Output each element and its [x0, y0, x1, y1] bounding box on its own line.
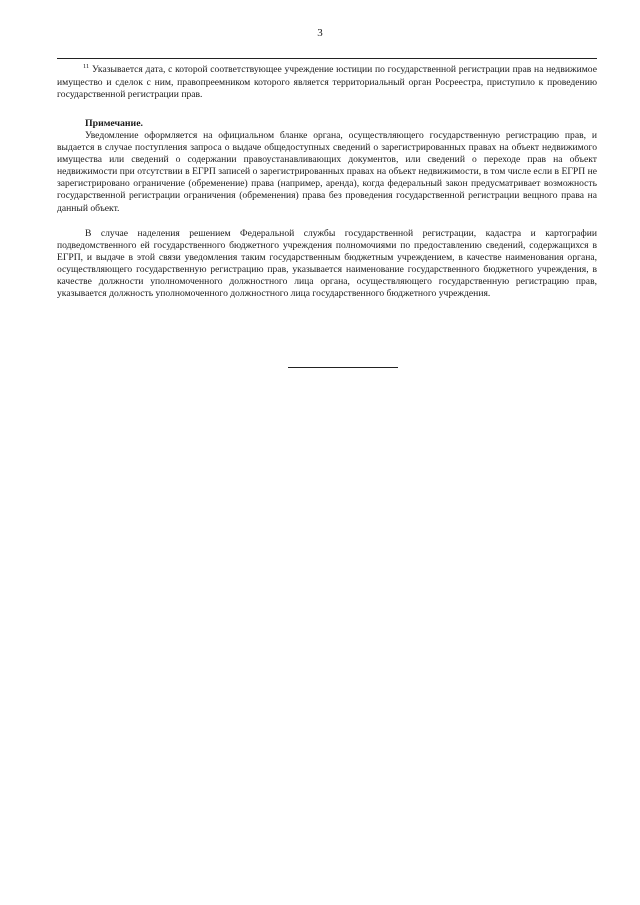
footnote-separator-line — [57, 58, 597, 59]
footnote — [57, 64, 597, 102]
note-paragraph: В случае наделения решением Федеральной службы государственной регистрации, кадастра и картографии подведомственного ей государственного бюджетного учреждения полномочиями по предоставлению сведений, содержащихся в ЕГРП, и выдаче в этой связи уведомления таким государственным бюджетным учреждением, в качестве наименования органа, осуществляющего государственную регистрацию прав, указывается наименование государственного бюджетного учреждения, в качестве должности уполномоченного должностного лица органа, осуществляющего государственную регистрацию прав, указывается должность уполномоченного должностного лица государственного бюджетного учреждения. — [57, 228, 597, 300]
end-separator-line — [288, 367, 398, 368]
footnote-text: Указывается дата, с которой соответствующее учреждение юстиции по государственной регистрации прав на недвижимое имущество и сделок с ним, правопреемником которого является территориальный орган Росреестра, приступило к проведению государственной регистрации прав. — [57, 64, 597, 101]
note-paragraph: Уведомление оформляется на официальном бланке органа, осуществляющего государственную регистрацию прав, и выдается в случае поступления запроса о выдаче общедоступных сведений о зарегистрированных правах на объект недвижимого имущества или сведений о содержании правоустанавливающих документов, или сведений о переходе прав на объект недвижимости при отсутствии в ЕГРП записей о зарегистрированных правах на объект недвижимости, в том числе если в ЕГРП не зарегистрировано ограничение (обременение) права (например, аренда), когда федеральный закон предусматривает возможность государственной регистрации ограничения (обременения) права без проведения государственной регистрации вещного права на данный объект. — [57, 130, 597, 214]
footnote-marker: 11 — [83, 62, 90, 70]
page-number: 3 — [317, 27, 323, 39]
note-heading: Примечание. — [85, 118, 144, 129]
